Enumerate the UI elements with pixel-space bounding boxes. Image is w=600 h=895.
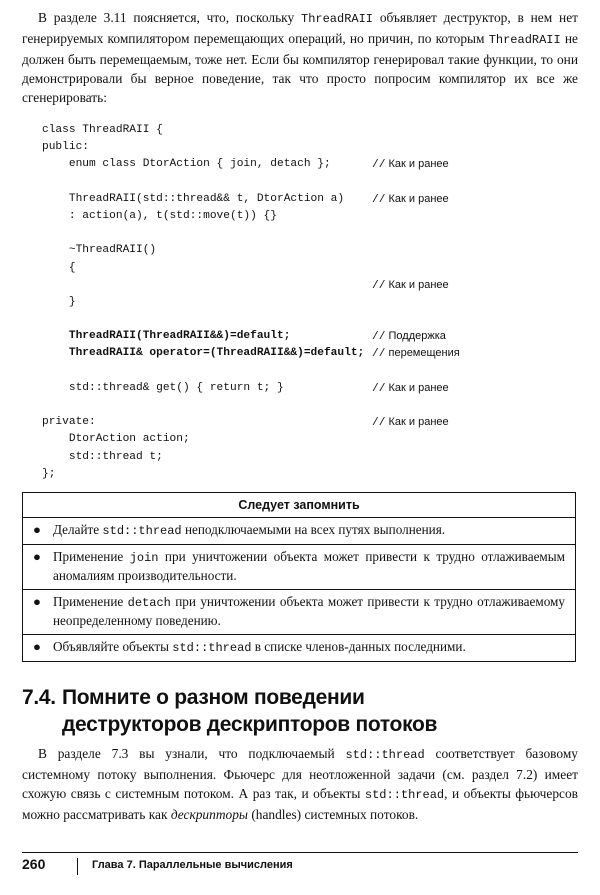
intro-text-1: В разделе 3.11 поясняется, что, поскольку — [38, 10, 301, 25]
comment-text: перемещения — [388, 347, 460, 360]
code-line — [42, 242, 582, 259]
code-text: ThreadRAII(std::thread&& t, DtorAction a) — [42, 192, 345, 205]
comment-marker: // — [372, 159, 386, 172]
code-line — [42, 397, 582, 414]
remember-list — [23, 518, 575, 660]
code-text: class ThreadRAII { — [42, 124, 163, 136]
code-line — [42, 345, 582, 362]
code-listing — [42, 122, 582, 483]
intro-text-3: не должен быть перемещаемым, тоже нет. Если бы компилятор генерировал такие функции, то они демонстрировали бы верное поведение, так что просто попросим компилятор их все же сгенерировать: — [22, 31, 578, 105]
remember-box — [22, 492, 576, 662]
intro-code-2: ThreadRAII — [488, 33, 561, 47]
remember-item-code: std::thread — [102, 524, 182, 538]
intro-paragraph — [22, 8, 578, 107]
remember-title: Следует запомнить — [23, 493, 575, 518]
remember-item-text: при уничтожении объекта может привести к трудно отлаживаемому неопределенному поведению. — [53, 593, 565, 628]
code-text: enum class DtorAction { join, detach }; — [42, 158, 331, 171]
remember-item — [23, 635, 575, 661]
code-line — [42, 122, 582, 139]
footer-rule — [22, 852, 578, 853]
section-title-line1: Помните о разном поведении — [62, 686, 365, 709]
remember-item-text: Объявляйте объекты — [53, 638, 173, 654]
code-line — [42, 311, 582, 328]
section-number: 7.4. — [22, 686, 56, 709]
remember-item — [23, 590, 575, 635]
comment-marker: // — [372, 348, 386, 361]
code-line — [42, 328, 582, 345]
remember-item-code: join — [129, 550, 159, 565]
code-text: DtorAction action; — [42, 433, 190, 446]
code-line — [42, 277, 582, 294]
comment-text: Поддержка — [388, 330, 446, 343]
body-text-3: , и объекты фьючерсов можно рассматривать как — [22, 786, 578, 822]
body-paragraph — [22, 744, 578, 824]
code-text: ~ThreadRAII() — [42, 244, 157, 257]
code-line — [42, 260, 582, 277]
code-text: ThreadRAII(ThreadRAII&&)=default; — [42, 330, 291, 343]
remember-item-text: Делайте — [53, 522, 103, 537]
remember-item — [23, 545, 575, 590]
code-text: std::thread& get() { return t; } — [42, 381, 284, 394]
code-text: std::thread t; — [42, 450, 163, 463]
code-text: { — [42, 261, 76, 274]
comment-marker: // — [372, 193, 386, 206]
code-text: } — [42, 295, 76, 308]
code-line — [42, 380, 582, 397]
page-number: 260 — [22, 856, 46, 872]
code-line — [42, 414, 582, 431]
bullet-icon: ● — [33, 522, 41, 537]
code-text: private: — [42, 416, 96, 429]
comment-marker: // — [372, 331, 386, 344]
footer-separator — [77, 858, 78, 875]
code-line — [42, 156, 582, 173]
comment-text: Как и ранее — [388, 158, 449, 171]
bullet-icon: ● — [33, 593, 41, 609]
comment-text: Как и ранее — [388, 381, 449, 394]
code-line — [42, 449, 582, 466]
body-text-2: соответствует базовому системному потоку выполнения. Фьючерс для неотложенной задачи (см. раздел 7.2) имеет схожую связь с системным потоком. А раз так, и объекты — [22, 746, 578, 801]
code-line — [42, 466, 582, 483]
remember-item-code: std::thread — [172, 640, 252, 655]
bullet-icon: ● — [33, 548, 41, 564]
intro-code-1: ThreadRAII — [301, 12, 374, 26]
remember-item-text: неподключаемыми на всех путях выполнения. — [181, 522, 446, 537]
remember-item-text: при уничтожении объекта может привести к трудно отлаживаемым аномалиям производительности. — [53, 548, 565, 583]
body-text-1: В разделе 7.3 вы узнали, что подключаемый — [38, 746, 346, 761]
remember-item-text: Применение — [53, 593, 128, 609]
body-text-4: (handles) системных потоков. — [247, 807, 419, 822]
code-comment — [372, 156, 449, 174]
intro-text-2: объявляет деструктор, в нем нет генерируемых компилятором перемещающих операций, но причин, по которым — [22, 10, 578, 46]
remember-item-text: в списке членов-данных последними. — [251, 638, 466, 654]
chapter-title: Глава 7. Параллельные вычисления — [92, 859, 293, 871]
comment-text: Как и ранее — [388, 416, 449, 429]
body-code-2: std::thread — [364, 788, 445, 802]
code-line — [42, 174, 582, 191]
code-text: : action(a), t(std::move(t)) {} — [42, 209, 277, 222]
code-comment — [372, 414, 449, 432]
remember-item-code: detach — [127, 595, 171, 610]
code-line — [42, 225, 582, 242]
remember-item — [23, 518, 575, 545]
comment-marker: // — [372, 279, 386, 292]
comment-marker: // — [372, 417, 386, 430]
code-line — [42, 294, 582, 311]
body-code-1: std::thread — [345, 748, 425, 762]
code-text: public: — [42, 141, 89, 154]
code-line — [42, 208, 582, 225]
comment-marker: // — [372, 382, 386, 395]
code-comment — [372, 380, 449, 398]
code-comment — [372, 191, 449, 209]
code-comment — [372, 345, 460, 363]
code-line — [42, 363, 582, 380]
section-title-line2: деструкторов дескрипторов потоков — [62, 713, 438, 736]
comment-text: Как и ранее — [388, 192, 449, 205]
body-emphasis: дескрипторы — [170, 807, 248, 822]
code-text: ThreadRAII& operator=(ThreadRAII&&)=default; — [42, 347, 365, 360]
code-line — [42, 431, 582, 448]
code-line — [42, 191, 582, 208]
comment-text: Как и ранее — [388, 278, 449, 291]
bullet-icon: ● — [33, 638, 41, 654]
code-comment — [372, 328, 446, 346]
code-text: }; — [42, 467, 56, 480]
section-heading — [22, 684, 582, 738]
remember-item-text: Применение — [53, 548, 130, 564]
code-comment — [372, 277, 449, 295]
code-line — [42, 139, 582, 156]
